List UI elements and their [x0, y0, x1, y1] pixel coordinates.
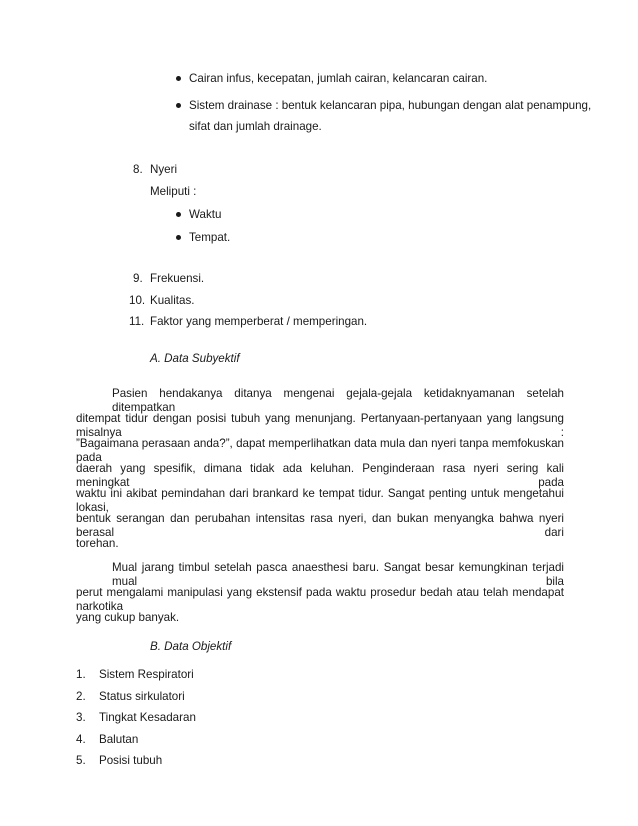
list-number: 10.	[129, 294, 146, 307]
list-number: 4.	[76, 733, 86, 746]
list-item-label: Faktor yang memperberat / memperingan.	[150, 315, 368, 328]
paragraph-line: waktu ini akibat pemindahan dari brankard ke tempat tidur. Sangat penting untuk mengetahui lokasi,	[76, 487, 564, 514]
paragraph-line: daerah yang spesifik, dimana tidak ada keluhan. Penginderaan rasa nyeri sering kali meningkat pada	[76, 462, 564, 489]
list-item-sublabel: Meliputi :	[150, 185, 197, 198]
list-item-label: Tingkat Kesadaran	[99, 711, 196, 724]
paragraph-line: perut mengalami manipulasi yang ekstensif pada waktu prosedur bedah atau telah mendapat narkotika	[76, 586, 564, 613]
paragraph-line: yang cukup banyak.	[76, 611, 180, 624]
paragraph-line: Mual jarang timbul setelah pasca anaesthesi baru. Sangat besar kemungkinan terjadi mual bila	[112, 561, 564, 588]
list-number: 9.	[133, 272, 143, 285]
bullet-icon	[176, 212, 181, 217]
list-item-label: Kualitas.	[150, 294, 195, 307]
list-number: 3.	[76, 711, 86, 724]
bullet-text: Cairan infus, kecepatan, jumlah cairan, kelancaran cairan.	[189, 72, 488, 85]
bullet-text: Waktu	[189, 208, 222, 221]
paragraph-line: bentuk serangan dan perubahan intensitas rasa nyeri, dan bukan menyangka bahwa nyeri berasal dari	[76, 512, 564, 539]
list-item-label: Posisi tubuh	[99, 754, 163, 767]
list-item-label: Sistem Respiratori	[99, 668, 194, 681]
paragraph-line: torehan.	[76, 537, 119, 550]
section-heading: B. Data Objektif	[150, 640, 232, 653]
list-item-label: Frekuensi.	[150, 272, 205, 285]
list-number: 5.	[76, 754, 86, 767]
list-item-label: Balutan	[99, 733, 139, 746]
bullet-icon	[176, 76, 181, 81]
section-heading: A. Data Subyektif	[150, 352, 240, 365]
bullet-icon	[176, 103, 181, 108]
paragraph-line: ”Bagaimana perasaan anda?”, dapat memperlihatkan data mula dan nyeri tanpa memfokuskan pada	[76, 437, 564, 464]
list-number: 1.	[76, 668, 86, 681]
list-number: 11.	[129, 315, 145, 328]
list-number: 8.	[133, 163, 143, 176]
bullet-text-continued: sifat dan jumlah drainage.	[189, 120, 322, 133]
list-item-label: Nyeri	[150, 163, 178, 176]
bullet-text: Tempat.	[189, 231, 231, 244]
paragraph-line: ditempat tidur dengan posisi tubuh yang menunjang. Pertanyaan-pertanyaan yang langsung misalnya :	[76, 412, 564, 439]
paragraph-line: Pasien hendakanya ditanya mengenai gejala-gejala ketidaknyamanan setelah ditempatkan	[112, 387, 564, 414]
bullet-icon	[176, 235, 181, 240]
list-number: 2.	[76, 690, 86, 703]
bullet-text: Sistem drainase : bentuk kelancaran pipa, hubungan dengan alat penampung,	[189, 99, 592, 112]
list-item-label: Status sirkulatori	[99, 690, 185, 703]
